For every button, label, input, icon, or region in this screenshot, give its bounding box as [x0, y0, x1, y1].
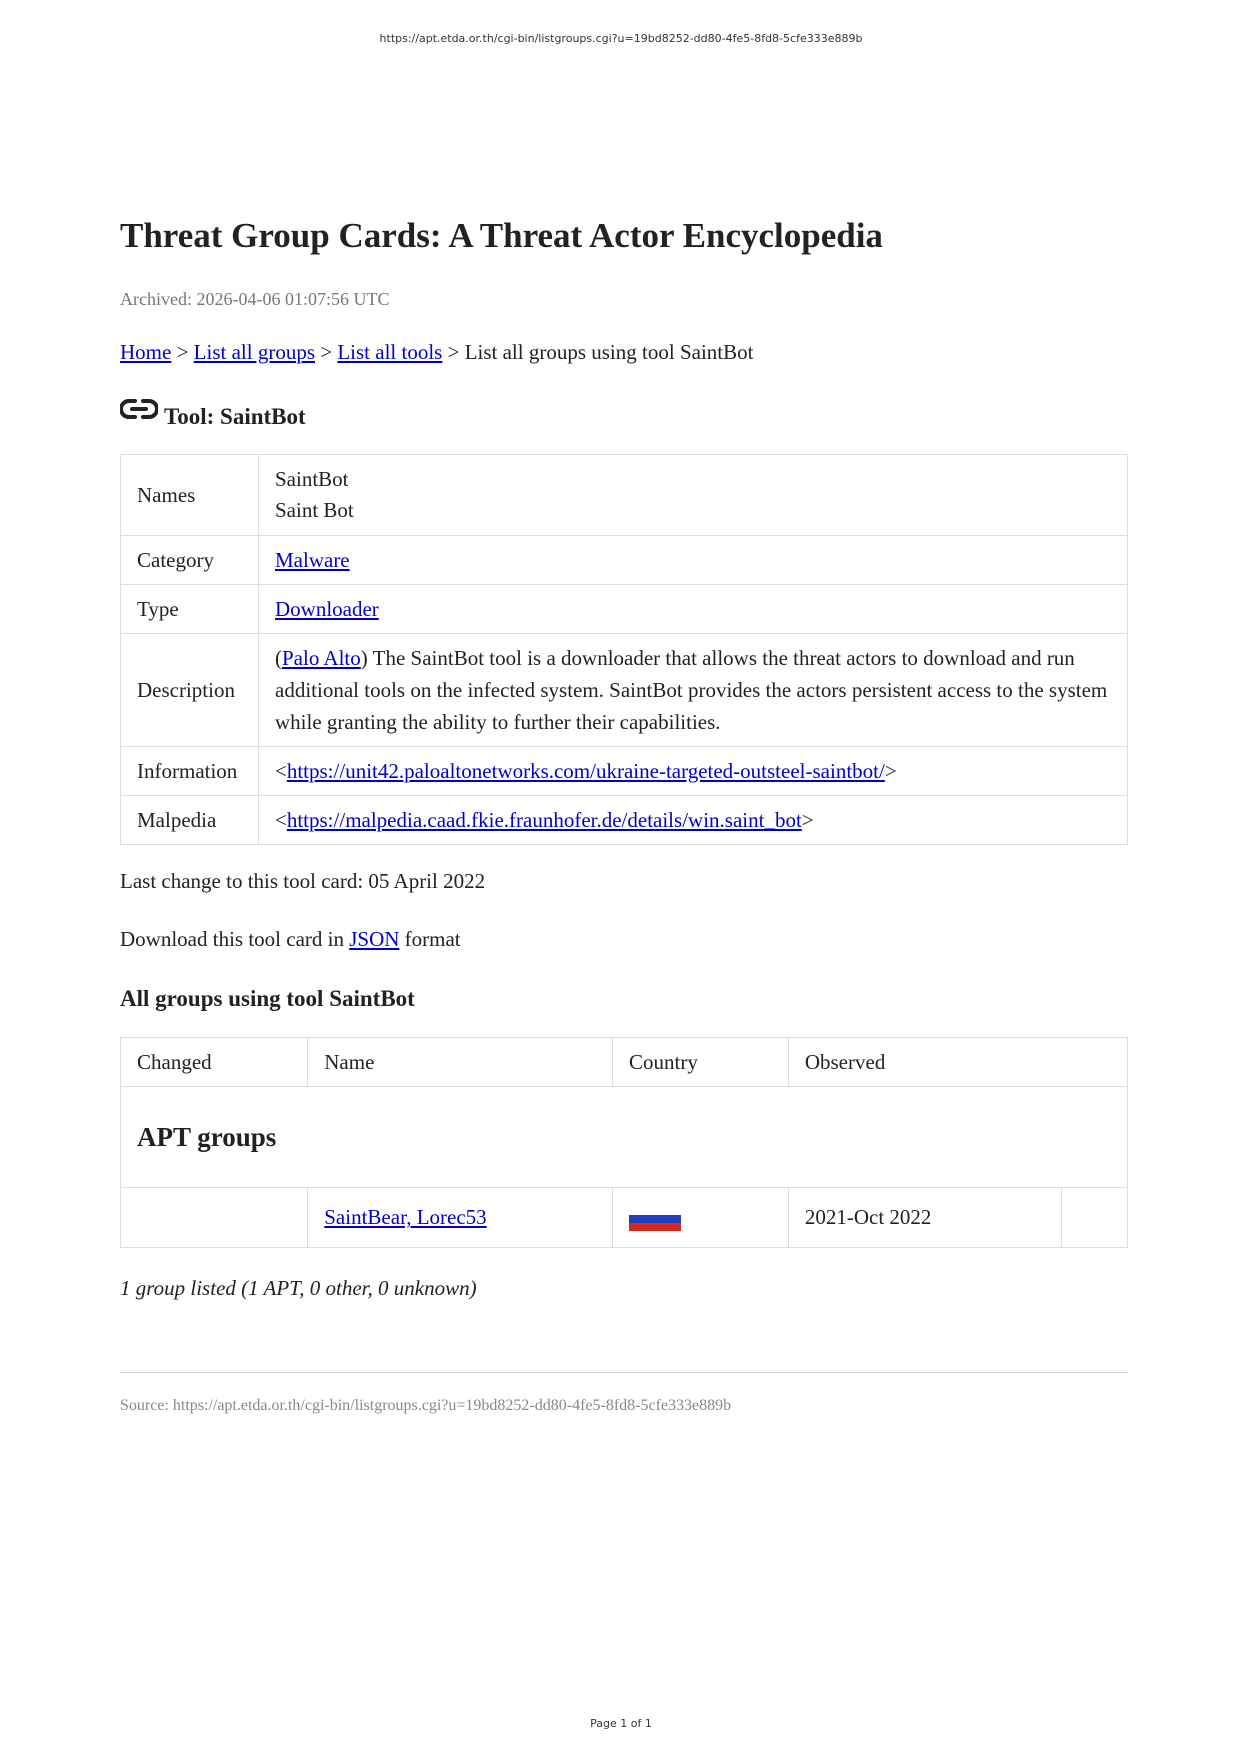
source-url: Source: https://apt.etda.or.th/cgi-bin/listgroups.cgi?u=19bd8252-dd80-4fe5-8fd8-5cfe333e889b: [120, 1397, 732, 1414]
page-title: Threat Group Cards: A Threat Actor Encyclopedia: [120, 216, 883, 255]
breadcrumb-separator: >: [320, 340, 333, 364]
russia-flag-icon: [629, 1207, 681, 1231]
breadcrumb-list-groups-link[interactable]: List all groups: [193, 340, 315, 364]
column-header-country: Country: [613, 1038, 789, 1087]
description-text: ) The SaintBot tool is a downloader that allows the threat actors to download and run additional tools on the infected system. SaintBot provides the actors persistent access to the system while granting the ability to further their capabilities.: [275, 646, 1108, 734]
last-change-text: Last change to this tool card: 05 April 2022: [120, 869, 486, 893]
download-suffix: format: [404, 927, 461, 951]
description-paren: (: [275, 646, 282, 670]
group-observed-cell: 2021-Oct 2022: [788, 1188, 1062, 1248]
divider: [120, 1372, 1128, 1373]
names-row: [121, 455, 1128, 536]
information-label: Information: [121, 747, 259, 796]
malpedia-label: Malpedia: [121, 796, 259, 845]
column-header-observed: Observed: [788, 1038, 1127, 1087]
group-changed-cell: [121, 1188, 308, 1248]
download-line: [120, 925, 1128, 953]
table-row: [121, 1188, 1128, 1248]
json-download-link[interactable]: JSON: [349, 927, 400, 951]
malpedia-value: [259, 796, 1128, 845]
angle-bracket: >: [884, 758, 897, 783]
category-row: [121, 536, 1128, 585]
category-label: Category: [121, 536, 259, 585]
column-header-name: Name: [308, 1038, 613, 1087]
angle-bracket: <: [275, 807, 287, 832]
information-row: [121, 747, 1128, 796]
angle-bracket: >: [801, 807, 814, 832]
tool-heading: [120, 396, 1128, 432]
type-link[interactable]: Downloader: [275, 596, 379, 621]
group-extra-cell: [1062, 1188, 1128, 1248]
groups-table: [120, 1037, 1128, 1248]
type-value: [259, 585, 1128, 634]
category-value: [259, 536, 1128, 585]
breadcrumb-current: List all groups using tool SaintBot: [464, 340, 754, 364]
link-icon: [120, 396, 158, 422]
archived-timestamp: Archived: 2026-04-06 01:07:56 UTC: [120, 289, 390, 309]
description-label: Description: [121, 634, 259, 747]
information-link[interactable]: https://unit42.paloaltonetworks.com/ukraine-targeted-outsteel-saintbot/: [286, 758, 885, 783]
groups-heading: All groups using tool SaintBot: [120, 986, 415, 1011]
print-header-url: https://apt.etda.or.th/cgi-bin/listgroups.cgi?u=19bd8252-dd80-4fe5-8fd8-5cfe333e889b: [379, 32, 863, 45]
description-value: [259, 634, 1128, 747]
angle-bracket: <: [275, 758, 287, 783]
type-label: Type: [121, 585, 259, 634]
name-entry: SaintBot: [275, 467, 349, 491]
breadcrumb: [120, 338, 1128, 366]
names-value: [259, 455, 1128, 536]
groups-header-row: [121, 1038, 1128, 1087]
download-prefix: Download this tool card in: [120, 927, 344, 951]
information-value: [259, 747, 1128, 796]
names-label: Names: [121, 455, 259, 536]
description-source-link[interactable]: Palo Alto: [282, 646, 361, 670]
category-link[interactable]: Malware: [275, 547, 350, 572]
tool-title: Tool: SaintBot: [164, 404, 306, 429]
name-entry: Saint Bot: [275, 498, 354, 522]
tool-info-table: [120, 454, 1128, 845]
type-row: [121, 585, 1128, 634]
group-name-cell: [308, 1188, 613, 1248]
main-content: [120, 212, 1128, 1417]
page-number: Page 1 of 1: [590, 1717, 652, 1730]
breadcrumb-list-tools-link[interactable]: List all tools: [337, 340, 443, 364]
malpedia-row: [121, 796, 1128, 845]
apt-section-heading: APT groups: [121, 1087, 1128, 1188]
column-header-changed: Changed: [121, 1038, 308, 1087]
breadcrumb-separator: >: [176, 340, 189, 364]
groups-summary: 1 group listed (1 APT, 0 other, 0 unknown): [120, 1276, 477, 1300]
description-row: [121, 634, 1128, 747]
group-name-link[interactable]: SaintBear, Lorec53: [324, 1205, 487, 1229]
breadcrumb-separator: >: [447, 340, 460, 364]
group-country-cell: [613, 1188, 789, 1248]
apt-section-row: [121, 1087, 1128, 1188]
breadcrumb-home-link[interactable]: Home: [120, 340, 172, 364]
malpedia-link[interactable]: https://malpedia.caad.fkie.fraunhofer.de/details/win.saint_bot: [286, 807, 802, 832]
